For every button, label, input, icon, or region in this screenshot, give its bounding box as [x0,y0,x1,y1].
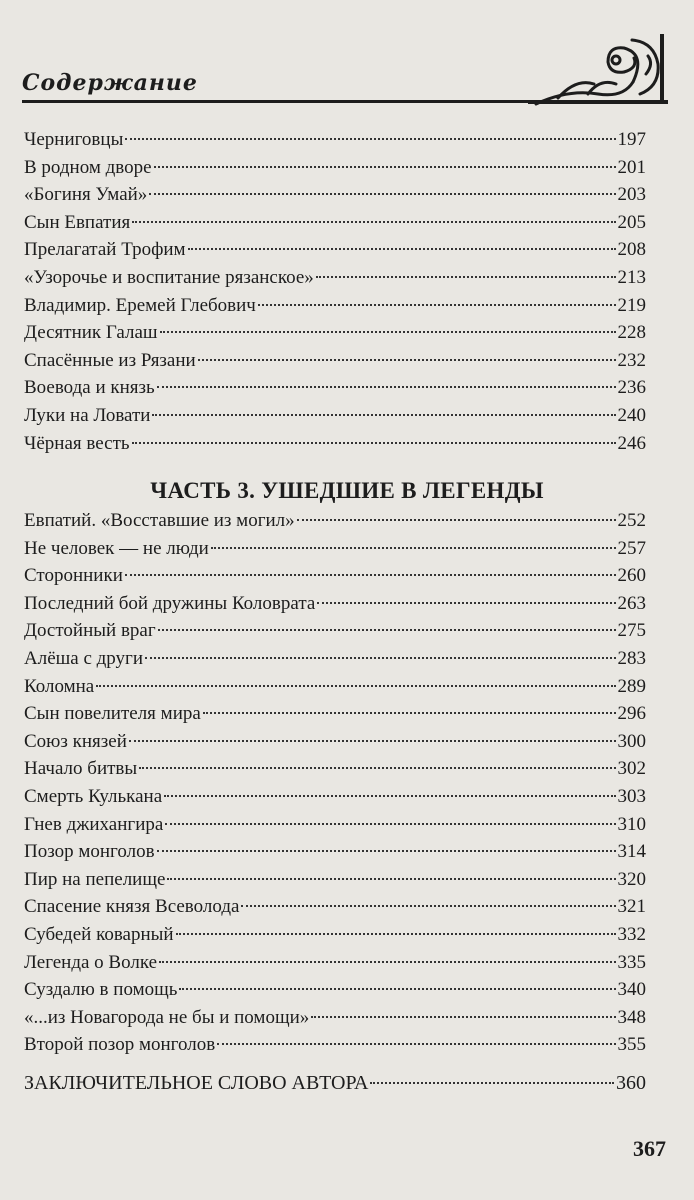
toc-entry-page: 219 [617,294,646,316]
toc-entry[interactable] [24,402,646,430]
toc-entry-page: 303 [617,785,646,807]
toc-entry-page: 232 [617,349,646,371]
toc-entry[interactable] [24,590,646,618]
toc-entry-page: 360 [616,1072,646,1094]
toc-entry-title: Не человек — не люди [24,537,209,559]
toc-entry-title: Легенда о Волке [24,951,158,973]
dot-leader [125,138,615,140]
toc-entry[interactable] [24,236,646,264]
part-heading: ЧАСТЬ 3. УШЕДШИЕ В ЛЕГЕНДЫ [150,478,544,503]
dot-leader [132,442,616,444]
toc-entry[interactable] [24,126,646,154]
toc-entry-title: «Узорочье и воспитание рязанское» [24,266,314,288]
toc-entry-title: Позор монголов [24,841,155,863]
toc-entry[interactable] [24,535,646,563]
toc-entry[interactable] [24,1004,646,1032]
toc-entry-page: 252 [617,510,646,531]
toc-entry-title: Владимир. Еремей Глебович [24,294,256,316]
toc-entry-title: Чёрная весть [24,432,130,454]
toc-entry-title: Прелагатай Трофим [24,239,186,261]
toc-entry-title: Евпатий. «Восставшие из могил» [24,510,295,531]
toc-entry-title: «Богиня Умай» [24,184,148,206]
page-title: Содержание [22,70,198,96]
toc-entry-title: Сын Евпатия [24,211,131,233]
toc-entry[interactable] [24,374,646,402]
toc-entry[interactable] [24,949,646,977]
toc-entry-page: 300 [617,730,646,752]
toc-entry-page: 201 [617,156,646,178]
toc-entry-page: 263 [617,592,646,614]
toc-entry[interactable] [24,430,646,458]
toc-entry[interactable] [24,783,646,811]
page-header [22,56,668,106]
dot-leader [203,712,616,714]
dot-leader [258,304,616,306]
toc-entry-page: 275 [617,620,646,642]
dot-leader [157,386,616,388]
toc-entry-title: Воевода и князь [24,377,155,399]
toc-entry[interactable] [24,617,646,645]
toc-entry-title: Сын повелителя мира [24,703,201,725]
toc-entry-title: Последний бой дружины Коловрата [24,592,316,614]
dot-leader [188,248,616,250]
toc-entry-page: 197 [617,129,646,150]
toc-entry-title: В родном дворе [24,156,152,178]
toc-entry[interactable] [24,811,646,839]
dot-leader [152,414,615,416]
toc-entry-page: 283 [617,647,646,669]
dot-leader [165,823,615,825]
toc-entry-title: Смерть Кулькана [24,785,163,807]
toc-entry[interactable] [24,866,646,894]
toc-entry[interactable] [24,838,646,866]
toc-entry[interactable] [24,921,646,949]
page-number: 367 [633,1136,666,1161]
toc-entry-page: 260 [617,565,646,587]
dot-leader [167,878,615,880]
toc-entry-page: 310 [617,813,646,835]
toc-entry-title: Гнев джихангира [24,813,164,835]
toc-entry-page: 332 [617,923,646,945]
toc-entry-title: ЗАКЛЮЧИТЕЛЬНОЕ СЛОВО АВТОРА [24,1072,369,1094]
dot-leader [311,1016,615,1018]
dot-leader [129,740,616,742]
toc-section-before [24,126,646,457]
toc-entry-page: 296 [617,703,646,725]
dot-leader [149,193,615,195]
toc-entry-title: Начало битвы [24,758,138,780]
dot-leader [164,795,615,797]
toc-entry-page: 289 [617,675,646,697]
toc-entry-title: Луки на Ловати [24,404,151,426]
toc-entry[interactable] [24,673,646,701]
toc-entry[interactable] [24,976,646,1004]
dot-leader [316,276,616,278]
toc-entry-title: «...из Новагорода не бы и помощи» [24,1006,310,1028]
toc-entry-page: 203 [617,184,646,206]
toc-entry[interactable] [24,755,646,783]
dot-leader [139,767,615,769]
toc-entry-page: 240 [617,404,646,426]
dot-leader [125,574,616,576]
toc-entry-title: Сторонники [24,565,123,587]
dot-leader [317,602,615,604]
toc-entry-title: Коломна [24,675,95,697]
toc-entry[interactable] [24,728,646,756]
dot-leader [211,547,616,549]
toc-entry[interactable] [24,264,646,292]
dot-leader [132,221,615,223]
dot-leader [198,359,616,361]
toc-entry-page: 205 [617,211,646,233]
toc-entry-title: Спасённые из Рязани [24,349,196,371]
toc-entry-title: Суздалю в помощь [24,979,178,1001]
toc-entry-title: Субедей коварный [24,923,174,945]
toc-entry-page: 335 [617,951,646,973]
dot-leader [145,657,615,659]
toc-entry-page: 340 [617,979,646,1001]
dot-leader [176,933,616,935]
dot-leader [154,166,616,168]
dot-leader [160,331,616,333]
toc-entry[interactable] [24,319,646,347]
toc-entry-page: 236 [617,377,646,399]
toc-entry-page: 246 [617,432,646,454]
toc-entry[interactable] [24,507,646,535]
toc-entry[interactable] [24,154,646,182]
toc-entry[interactable] [24,181,646,209]
toc-entry-page: 228 [617,322,646,344]
toc-entry-title: Союз князей [24,730,127,752]
toc-entry-page: 314 [617,841,646,863]
toc-entry-title: Черниговцы [24,129,124,150]
toc-entry-page: 321 [617,896,646,918]
toc-entry-page: 348 [617,1006,646,1028]
toc-entry[interactable] [24,1031,646,1059]
toc-entry-page: 302 [617,758,646,780]
dot-leader [179,988,615,990]
dot-leader [159,961,615,963]
header-rule [22,100,668,103]
toc-entry[interactable] [24,209,646,237]
toc-entry[interactable] [24,700,646,728]
toc-entry-title: Достойный враг [24,620,156,642]
toc-entry-title: Алёша с други [24,647,144,669]
dot-leader [370,1082,614,1084]
toc-section-part3 [24,507,646,1059]
toc-entry-title: Десятник Галаш [24,322,158,344]
dot-leader [158,629,616,631]
toc-entry[interactable] [24,562,646,590]
toc-final-entry[interactable] [24,1072,646,1095]
toc-entry[interactable] [24,645,646,673]
toc-entry[interactable] [24,893,646,921]
toc-entry-page: 213 [617,266,646,288]
toc-entry-title: Спасение князя Всеволода [24,896,240,918]
dot-leader [241,905,615,907]
dot-leader [217,1043,615,1045]
toc-entry-page: 208 [617,239,646,261]
dot-leader [157,850,616,852]
toc-entry[interactable] [24,347,646,375]
toc-entry-title: Второй позор монголов [24,1034,216,1056]
dot-leader [297,519,616,521]
dot-leader [96,685,615,687]
toc-entry[interactable] [24,292,646,320]
toc-entry-title: Пир на пепелище [24,868,166,890]
toc-entry-page: 257 [617,537,646,559]
toc-entry-page: 320 [617,868,646,890]
toc-entry-page: 355 [617,1034,646,1056]
